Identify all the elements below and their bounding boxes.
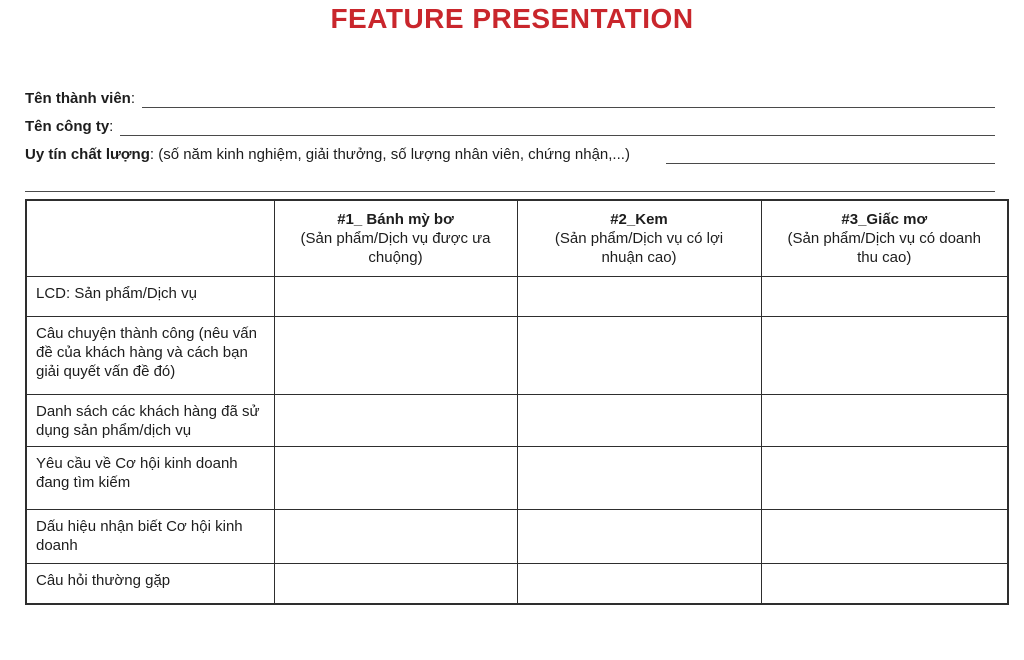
row-label-lcd: LCD: Sản phẩm/Dịch vụ (26, 276, 274, 316)
column-header-product-1 (274, 200, 517, 276)
table-header-row (26, 200, 1008, 276)
blank-cell (274, 316, 517, 394)
blank-cell (274, 563, 517, 604)
blank-cell (761, 563, 1008, 604)
table-row (26, 276, 1008, 316)
table-row (26, 446, 1008, 509)
field-reputation-continuation (25, 165, 995, 193)
field-company-name (25, 109, 995, 137)
row-label-customer-list: Danh sách các khách hàng đã sử dụng sản phẩm/dịch vụ (26, 394, 274, 446)
company-name-blank-line (120, 135, 995, 136)
table-corner-cell (26, 200, 274, 276)
blank-cell (517, 316, 761, 394)
member-name-blank-line (142, 107, 995, 108)
table-row (26, 394, 1008, 446)
column-subtitle: (Sản phẩm/Dịch vụ có doanh thu cao) (787, 229, 981, 266)
blank-cell (517, 446, 761, 509)
field-member-name (25, 81, 995, 109)
field-reputation (25, 137, 995, 165)
blank-cell (517, 394, 761, 446)
table-row (26, 509, 1008, 563)
table-row (26, 563, 1008, 604)
page-title: FEATURE PRESENTATION (330, 3, 694, 34)
column-title: #1_ Bánh mỳ bơ (337, 210, 454, 228)
blank-cell (517, 509, 761, 563)
feature-presentation-table (25, 199, 1009, 605)
reputation-blank-line-2 (25, 191, 995, 192)
reputation-blank-line (666, 163, 995, 164)
column-title: #3_Giấc mơ (841, 210, 928, 228)
blank-cell (761, 509, 1008, 563)
company-name-label: Tên công ty: (25, 118, 114, 135)
column-header-product-2 (517, 200, 761, 276)
column-subtitle: (Sản phẩm/Dịch vụ được ưa chuộng) (300, 229, 491, 266)
blank-cell (274, 446, 517, 509)
blank-cell (274, 394, 517, 446)
blank-cell (761, 276, 1008, 316)
column-header-product-3 (761, 200, 1008, 276)
reputation-label: Uy tín chất lượng: (số năm kinh nghiệm, giải thưởng, số lượng nhân viên, chứng nhận,...) (25, 146, 630, 163)
blank-cell (274, 276, 517, 316)
column-title: #2_Kem (610, 210, 668, 228)
blank-cell (761, 316, 1008, 394)
row-label-opportunity-request: Yêu cầu về Cơ hội kinh doanh đang tìm kiếm (26, 446, 274, 509)
member-name-label: Tên thành viên: (25, 90, 136, 107)
row-label-success-story: Câu chuyện thành công (nêu vấn đề của khách hàng và cách bạn giải quyết vấn đề đó) (26, 316, 274, 394)
blank-cell (274, 509, 517, 563)
header-fields (25, 81, 995, 193)
blank-cell (517, 276, 761, 316)
blank-cell (517, 563, 761, 604)
row-label-opportunity-signs: Dấu hiệu nhận biết Cơ hội kinh doanh (26, 509, 274, 563)
table-row (26, 316, 1008, 394)
row-label-faq: Câu hỏi thường gặp (26, 563, 274, 604)
blank-cell (761, 394, 1008, 446)
blank-cell (761, 446, 1008, 509)
column-subtitle: (Sản phẩm/Dịch vụ có lợi nhuận cao) (554, 229, 724, 266)
